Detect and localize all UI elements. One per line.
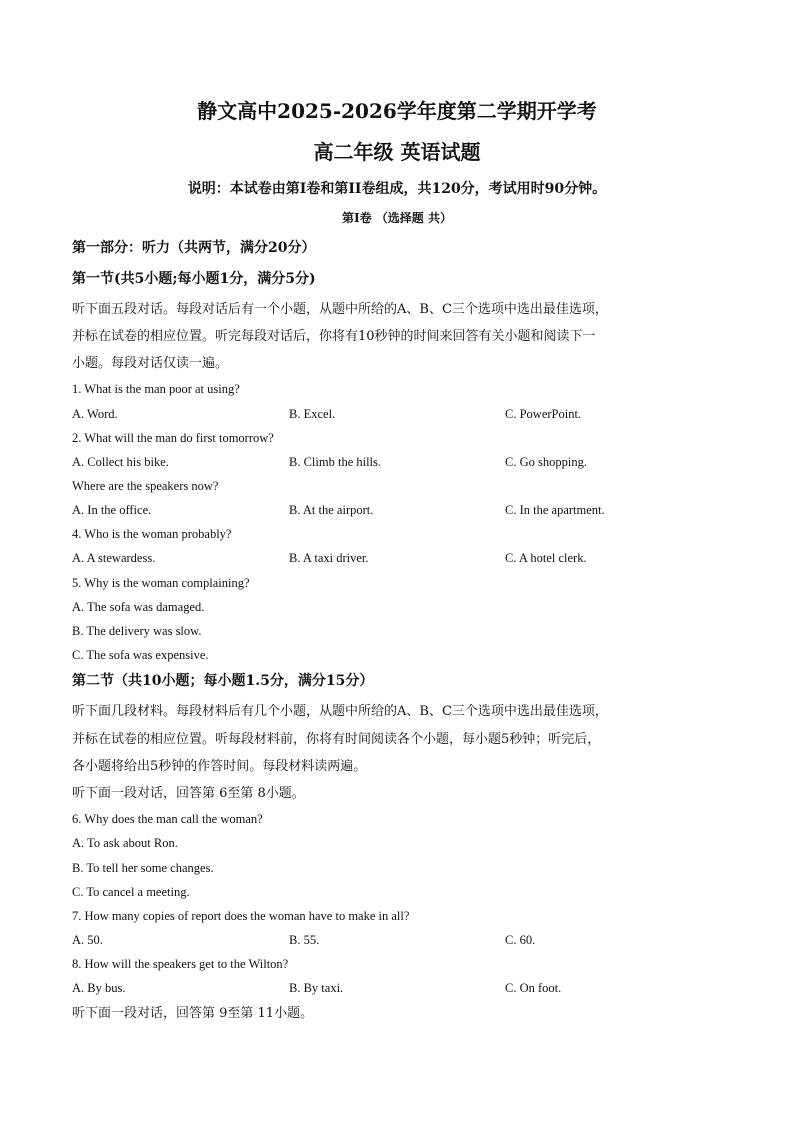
- option-a: A. By bus.: [72, 981, 126, 995]
- section2-heading: 第二节（共10小题；每小题1.5分，满分15分）: [72, 673, 374, 689]
- question-2: 2. What will the man do first tomorrow?: [72, 431, 274, 445]
- question-1: 1. What is the man poor at using?: [72, 382, 240, 396]
- section1-heading: 第一节(共5小题;每小题1分，满分5分): [72, 271, 316, 287]
- section2-directions-line: 听下面几段材料。每段材料后有几个小题，从题中所给的A、B、C三个选项中选出最佳选项，: [72, 704, 608, 719]
- question-6: 6. Why does the man call the woman?: [72, 812, 263, 826]
- option-b: B. A taxi driver.: [289, 551, 369, 565]
- part1-heading: 第一部分：听力（共两节，满分20分）: [72, 240, 316, 256]
- option-b: B. The delivery was slow.: [72, 624, 202, 638]
- option-a: A. Collect his bike.: [72, 455, 169, 469]
- option-a: A. The sofa was damaged.: [72, 600, 205, 614]
- option-b: B. At the airport.: [289, 503, 374, 517]
- option-b: B. Excel.: [289, 407, 336, 421]
- option-c: C. The sofa was expensive.: [72, 648, 209, 662]
- exam-title: 静文高中2025-2026学年度第二学期开学考: [197, 99, 597, 123]
- section1-directions-line: 听下面五段对话。每段对话后有一个小题，从题中所给的A、B、C三个选项中选出最佳选项，: [72, 302, 608, 317]
- option-c: C. In the apartment.: [505, 503, 605, 517]
- question-5: 5. Why is the woman complaining?: [72, 576, 250, 590]
- exam-subtitle: 高二年级 英语试题: [313, 140, 481, 164]
- option-c: C. PowerPoint.: [505, 407, 582, 421]
- option-c: C. To cancel a meeting.: [72, 885, 190, 899]
- section1-directions-line: 小题。每段对话仅读一遍。: [72, 356, 229, 371]
- question-8: 8. How will the speakers get to the Wilton?: [72, 957, 289, 971]
- option-a: A. To ask about Ron.: [72, 836, 178, 850]
- option-a: A. A stewardess.: [72, 551, 156, 565]
- option-c: C. Go shopping.: [505, 455, 587, 469]
- option-b: B. To tell her some changes.: [72, 861, 214, 875]
- volume-heading: 第I卷 （选择题 共）: [342, 211, 452, 225]
- exam-instructions: 说明：本试卷由第I卷和第II卷组成，共120分，考试用时90分钟。: [187, 181, 607, 197]
- section2-directions-line: 并标在试卷的相应位置。听每段材料前，你将有时间阅读各个小题，每小题5秒钟；听完后，: [72, 732, 601, 747]
- question-7: 7. How many copies of report does the woman have to make in all?: [72, 909, 410, 923]
- option-b: B. By taxi.: [289, 981, 344, 995]
- dialog-intro: 听下面一段对话，回答第 9至第 11小题。: [72, 1006, 314, 1021]
- option-b: B. Climb the hills.: [289, 455, 382, 469]
- section1-directions-line: 并标在试卷的相应位置。听完每段对话后，你将有10秒钟的时间来回答有关小题和阅读下一: [72, 329, 596, 344]
- option-a: A. Word.: [72, 407, 118, 421]
- option-c: C. 60.: [505, 933, 536, 947]
- option-c: C. On foot.: [505, 981, 562, 995]
- option-a: A. In the office.: [72, 503, 152, 517]
- option-b: B. 55.: [289, 933, 320, 947]
- question-3: Where are the speakers now?: [72, 479, 219, 493]
- dialog-intro: 听下面一段对话，回答第 6至第 8小题。: [72, 786, 305, 801]
- option-a: A. 50.: [72, 933, 103, 947]
- question-4: 4. Who is the woman probably?: [72, 527, 232, 541]
- section2-directions-line: 各小题将给出5秒钟的作答时间。每段材料读两遍。: [72, 759, 367, 774]
- option-c: C. A hotel clerk.: [505, 551, 587, 565]
